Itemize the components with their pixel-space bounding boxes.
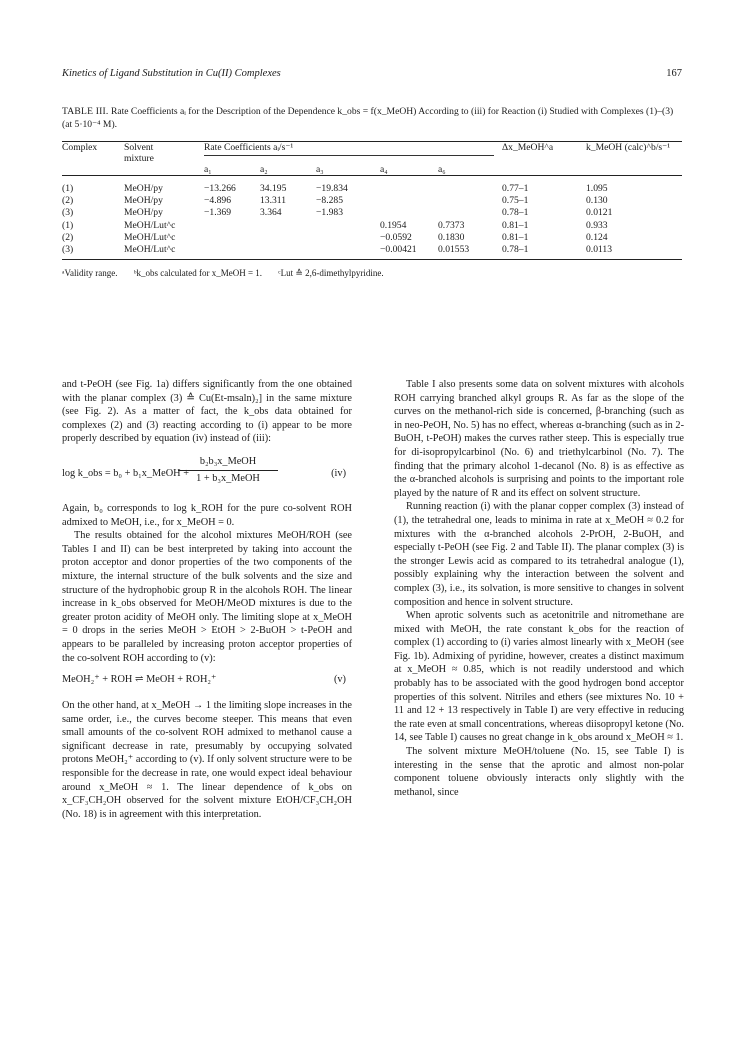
col-header-a6: a₆ <box>438 164 446 175</box>
running-head <box>62 68 682 84</box>
paragraph: On the other hand, at x_MeOH → 1 the limiting slope increases in the same order, i.e., the curves become steeper. This means that even small amounts of the co-solvent ROH admixed to methanol cause a significant decrease in rate, presumably by occupying solvated protons MeOH₂⁺ according to (v). If only solvent structure were to be responsible for the decrease in rate, one would expect ideal behaviour around x_MeOH ≈ 1. The linear dependence of k_obs on x_CF₃CH₂OH observed for the solvent mixture EtOH/CF₃CH₂OH (No. 18) is in agreement with this interpretation. <box>62 700 352 820</box>
col-header-rate-coefficients: Rate Coefficients aᵢ/s⁻¹ <box>204 142 502 164</box>
table-caption-lead: TABLE III. <box>62 106 109 117</box>
col-header-solvent: Solvent mixture <box>124 142 154 164</box>
left-column <box>62 378 352 821</box>
equation-v-tag: (v) <box>333 674 346 686</box>
paragraph: and t-PeOH (see Fig. 1a) differs significantly from the one obtained with the planar complex (3) ≙ Cu(Et-msaln)₂] in the same mixture (see Fig. 2). As a matter of fact, the k_obs data obtained for complexes (2) and (3) reacting according to (i) appear to be more properly described by equation (iv) instead of (iii): <box>62 379 352 445</box>
equation-iv-fraction <box>178 455 278 485</box>
col-header-a3: a₃ <box>316 164 324 175</box>
col-header-a2: a₂ <box>260 164 268 175</box>
equation-iv-lhs: log k_obs = b₀ + b₁x_MeOH + <box>62 467 189 479</box>
footnote-a: ᵃValidity range. <box>62 268 118 279</box>
col-header-kmeoh: k_MeOH (calc)^b/s⁻¹ <box>586 142 671 153</box>
equation-iv-denominator: 1 + b₃x_MeOH <box>196 472 260 484</box>
table-row: (2) MeOH/Lut^c −0.0592 0.1830 0.81–1 0.124 <box>62 231 608 243</box>
col-header-a4: a₄ <box>380 164 388 175</box>
running-title: Kinetics of Ligand Substitution in Cu(II) Complexes <box>62 68 281 79</box>
paragraph: Again, b₀ corresponds to log k_ROH for the pure co-solvent ROH admixed to MeOH, i.e., for x_MeOH = 0. <box>62 502 352 528</box>
footnote-c: ᶜLut ≙ 2,6-dimethylpyridine. <box>278 268 384 279</box>
table-caption <box>62 106 682 131</box>
equation-v <box>62 673 352 691</box>
paragraph: The results obtained for the alcohol mixtures MeOH/ROH (see Tables I and II) can be best interpreted by taking into account the proton acceptor and donor properties of the two components of the mixture, the internal structure of the bulk solvents and the size and structure of the hydrophobic group R in the alcohols ROH. The linear increase in k_obs observed for MeOH/MeOD mixtures is due to the greater proton acidity of MeOH only. The limiting slope at x_MeOH = 0 drops in the series MeOH > EtOH > 2-BuOH > t-PeOH and appears to be paralleled by increasing proton acceptor properties of the co-solvent ROH according to (v): <box>62 530 352 664</box>
table-row: (3) MeOH/Lut^c −0.00421 0.01553 0.78–1 0.0113 <box>62 244 613 256</box>
col-header-validity: Δx_MeOH^a <box>502 142 554 153</box>
paragraph: Running reaction (i) with the planar copper complex (3) instead of (1), the tetrahedral one, leads to minima in rate at x_MeOH ≈ 0.2 for mixtures with the α-branched alcohols 2-PrOH, 2-BuOH, and especially t-PeOH (see Fig. 2 and Table II). The planar complex (3) is the stronger Lewis acid as compared to its tetrahedral analogue (1), possibly explaining why the interaction between the solvent and complex (3), i.e., its solvation, is more sensitive to changes in solvent composition and hence in solvent structure. <box>394 501 684 608</box>
right-column <box>394 378 684 799</box>
table-row: (3) MeOH/py −1.369 3.364 −1.983 0.78–1 0.0121 <box>62 207 613 219</box>
page <box>62 68 684 820</box>
table-footnotes <box>62 268 682 279</box>
col-header-complex: Complex <box>62 142 98 153</box>
table-row: (1) MeOH/py −13.266 34.195 −19.834 0.77–1 1.095 <box>62 183 608 194</box>
rate-coefficients-table <box>62 141 682 260</box>
page-number: 167 <box>666 68 682 79</box>
paragraph: Table I also presents some data on solvent mixtures with alcohols ROH carrying branched alkyl groups R. As far as the slope of the curves on the methanol-rich side is concerned, β-branching (such as in neo-PeOH, No. 5) has no effect, whereas α-branching (such as in 2-BuOH, t-PeOH) makes the curves rather steep. This is especially true for di-isopropylcarbinol (No. 6) and triethylcarbinol (No. 7). The finding that the primary alcohol 1-decanol (No. 8) is as effective as the α-branched alcohols is surprising and points to the important role played by the nature of R and its effect on solvent structure. <box>394 379 684 499</box>
equation-v-body: MeOH₂⁺ + ROH ⇌ MeOH + ROH₂⁺ <box>62 674 217 686</box>
paragraph: The solvent mixture MeOH/toluene (No. 15, see Table I) is interesting in the sense that the aprotic and almost non-polar component toluene obviously interacts only slightly with the methanol, since <box>394 746 684 798</box>
footnote-b: ᵇk_obs calculated for x_MeOH = 1. <box>133 268 263 279</box>
table-caption-text: Rate Coefficients aᵢ for the Description of the Dependence k_obs = f(x_MeOH) According to (iii) for Reaction (i) Studied with Complexes (1)–(3) (at 5·10⁻⁴ M). <box>62 106 674 130</box>
paragraph: When aprotic solvents such as acetonitrile and nitromethane are mixed with MeOH, the rate constant k_obs for the reaction of complex (1) according to (i) varies almost linearly with x_MeOH (see Fig. 1b). Admixing of pyridine, however, creates a distinct maximum at x_MeOH ≈ 0.85, which is not readily understood and which probably has to be associated with the good hydrogen bond acceptor properties of this solvent. Nitriles and ethers (see mixtures No. 10 + 11 and 12 + 13 respectively in Table I) are very effective in reducing the rate even at small concentrations, whereas diisopropyl ketone (No. 14, see Table I) causes no great change in k_obs around x_MeOH ≈ 1. <box>394 610 684 744</box>
equation-iv <box>62 455 352 493</box>
equation-iv-numerator: b₂b₃x_MeOH <box>178 455 278 471</box>
table-row: (2) MeOH/py −4.896 13.311 −8.285 0.75–1 0.130 <box>62 195 608 207</box>
table-row: (1) MeOH/Lut^c 0.1954 0.7373 0.81–1 0.933 <box>62 219 608 231</box>
equation-iv-tag: (iv) <box>331 467 346 479</box>
col-header-a1: a₁ <box>204 164 212 175</box>
col-header-mixture: mixture <box>124 153 154 164</box>
